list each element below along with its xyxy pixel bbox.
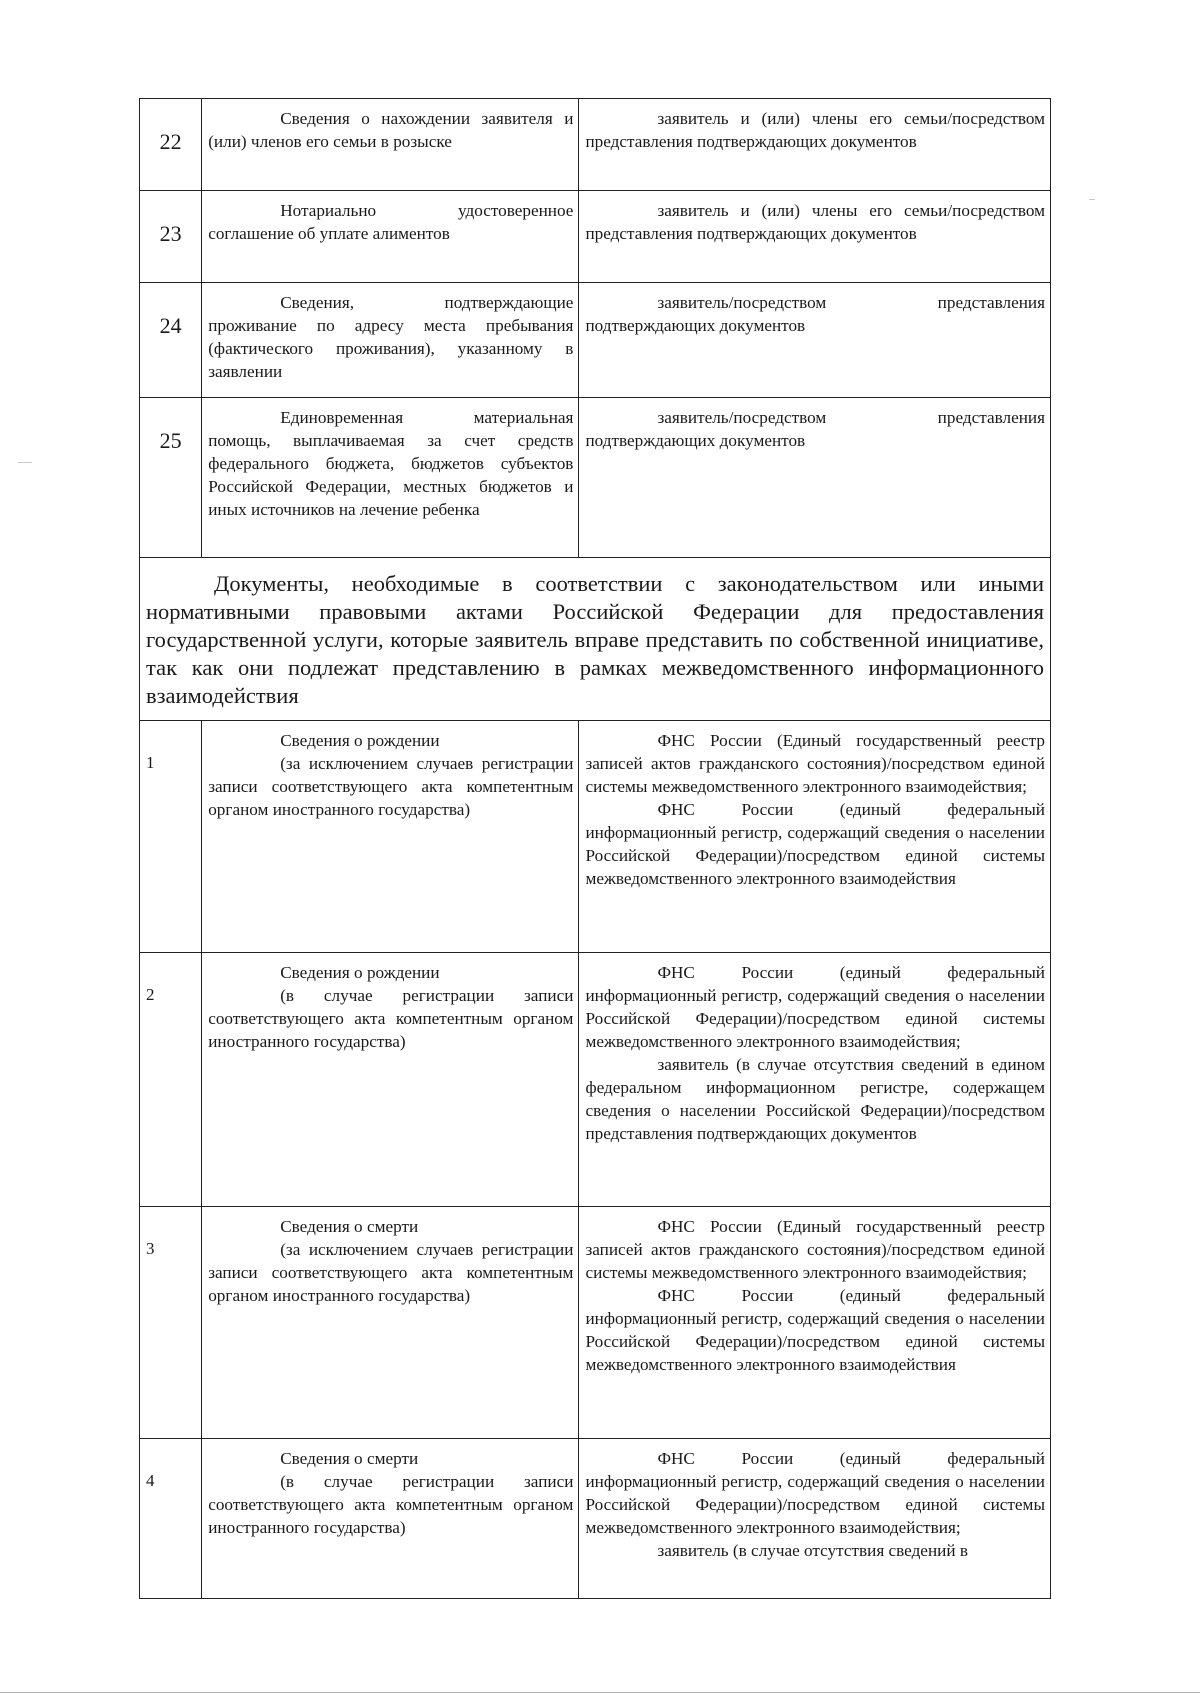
section-heading: Документы, необходимые в соответствии с законодательством или иными нормативными правовыми актами Российской Федерации для предоставления государственной услуги, которые заявитель вправе представить по собственной инициативе, так как они подлежат представлению в рамках межведомственного информационного взаимодействия	[146, 571, 1044, 708]
row-number-cell: 2	[140, 953, 202, 1207]
table-row	[140, 398, 1051, 558]
document-source: заявитель и (или) члены его семьи/посредством представления подтверждающих документов	[585, 201, 1045, 243]
document-source: заявитель и (или) члены его семьи/посредством представления подтверждающих документов	[585, 109, 1045, 151]
document-name-cell	[202, 283, 579, 398]
row-number-cell: 25	[140, 398, 202, 558]
document-source: заявитель (в случае отсутствия сведений в едином федеральном информационном регистре, содержащем сведения о населении Российской Федерации)/посредством представления подтверждающих документов	[585, 1055, 1045, 1143]
document-name-cell	[202, 191, 579, 283]
row-number-cell: 23	[140, 191, 202, 283]
document-source: ФНС России (единый федеральный информационный регистр, содержащий сведения о населении Российской Федерации)/посредством единой системы межведомственного электронного взаимодействия;	[585, 963, 1045, 1051]
table-row	[140, 99, 1051, 191]
document-name-cell	[202, 953, 579, 1207]
table-row	[140, 283, 1051, 398]
row-number-cell: 24	[140, 283, 202, 398]
document-source: ФНС России (единый федеральный информационный регистр, содержащий сведения о населении Российской Федерации)/посредством единой системы межведомственного электронного взаимодействия;	[585, 1449, 1045, 1537]
documents-table	[139, 98, 1051, 1599]
document-name: Единовременная материальная помощь, выплачиваемая за счет средств федерального бюджета, бюджетов субъектов Российской Федерации, местных бюджетов и иных источников на лечение ребенка	[208, 408, 574, 519]
row-number-cell: 4	[140, 1439, 202, 1599]
document-source: заявитель/посредством представления подтверждающих документов	[585, 408, 1045, 450]
table-row	[140, 1439, 1051, 1599]
scan-mark	[18, 462, 32, 463]
table-row	[140, 1207, 1051, 1439]
document-name-cell	[202, 99, 579, 191]
document-name-cell	[202, 1207, 579, 1439]
document-name: Сведения о рождении	[280, 963, 440, 982]
scan-mark	[1089, 199, 1095, 200]
row-number-cell: 3	[140, 1207, 202, 1439]
document-source: ФНС России (единый федеральный информационный регистр, содержащий сведения о населении Российской Федерации)/посредством единой системы межведомственного электронного взаимодействия	[585, 1286, 1045, 1374]
source-cell	[579, 283, 1051, 398]
document-name: Сведения о смерти	[280, 1217, 419, 1236]
document-name-note: (за исключением случаев регистрации записи соответствующего акта компетентным органом иностранного государства)	[208, 1240, 574, 1305]
section-heading-cell	[140, 558, 1051, 721]
document-name: Сведения о смерти	[280, 1449, 419, 1468]
document-name: Сведения о рождении	[280, 731, 440, 750]
section-heading-row	[140, 558, 1051, 721]
source-cell	[579, 1439, 1051, 1599]
table-row	[140, 721, 1051, 953]
document-source: заявитель (в случае отсутствия сведений в	[657, 1541, 968, 1560]
source-cell	[579, 191, 1051, 283]
row-number-cell: 22	[140, 99, 202, 191]
scan-edge-line	[0, 1692, 1200, 1693]
row-number-cell: 1	[140, 721, 202, 953]
document-source: ФНС России (Единый государственный реестр записей актов гражданского состояния)/посредством единой системы межведомственного электронного взаимодействия;	[585, 731, 1045, 796]
document-name-cell	[202, 721, 579, 953]
source-cell	[579, 953, 1051, 1207]
document-name: Сведения, подтверждающие проживание по адресу места пребывания (фактического проживания), указанному в заявлении	[208, 293, 574, 381]
table-row	[140, 953, 1051, 1207]
table-row	[140, 191, 1051, 283]
document-name: Нотариально удостоверенное соглашение об уплате алиментов	[208, 201, 574, 243]
source-cell	[579, 721, 1051, 953]
document-name-note: (за исключением случаев регистрации записи соответствующего акта компетентным органом иностранного государства)	[208, 754, 574, 819]
document-name: Сведения о нахождении заявителя и (или) членов его семьи в розыске	[208, 109, 574, 151]
document-source: ФНС России (Единый государственный реестр записей актов гражданского состояния)/посредством единой системы межведомственного электронного взаимодействия;	[585, 1217, 1045, 1282]
document-name-cell	[202, 1439, 579, 1599]
document-source: заявитель/посредством представления подтверждающих документов	[585, 293, 1045, 335]
document-source: ФНС России (единый федеральный информационный регистр, содержащий сведения о населении Российской Федерации)/посредством единой системы межведомственного электронного взаимодействия	[585, 800, 1045, 888]
source-cell	[579, 398, 1051, 558]
source-cell	[579, 1207, 1051, 1439]
document-name-note: (в случае регистрации записи соответствующего акта компетентным органом иностранного государства)	[208, 1472, 574, 1537]
document-name-note: (в случае регистрации записи соответствующего акта компетентным органом иностранного государства)	[208, 986, 574, 1051]
document-name-cell	[202, 398, 579, 558]
source-cell	[579, 99, 1051, 191]
